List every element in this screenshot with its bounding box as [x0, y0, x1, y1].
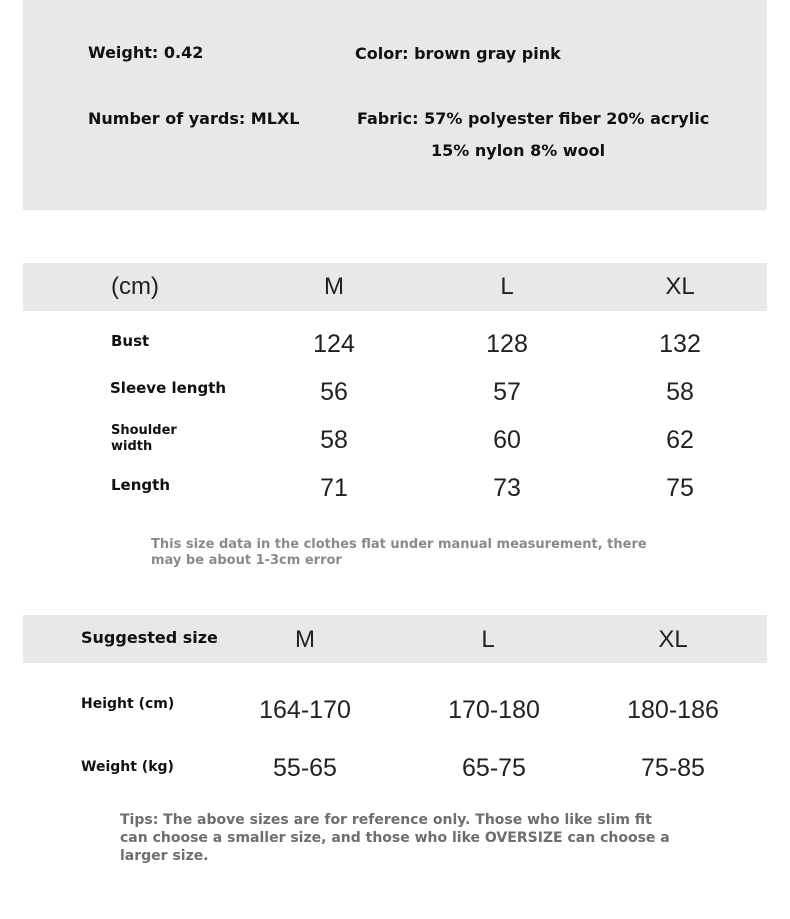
row-label-weight: Weight (kg) [81, 759, 174, 775]
row-label-bust: Bust [111, 332, 150, 350]
fabric-spec-line2: 15% nylon 8% wool [431, 141, 606, 160]
fabric-spec-line1: Fabric: 57% polyester fiber 20% acrylic [357, 109, 710, 128]
length-l: 73 [493, 474, 521, 502]
row-label-sleeve-length: Sleeve length [110, 379, 227, 397]
row-label-shoulder-width [111, 423, 177, 455]
bust-l: 128 [486, 330, 528, 358]
row-label-shoulder: Shoulder [111, 423, 177, 438]
weight-m: 55-65 [273, 754, 337, 782]
height-xl: 180-186 [627, 696, 719, 724]
shoulder-l: 60 [493, 426, 521, 454]
height-m: 164-170 [259, 696, 351, 724]
bust-m: 124 [313, 330, 355, 358]
size-table-header-l: L [500, 273, 514, 300]
sleeve-m: 56 [320, 378, 348, 406]
row-label-width: width [111, 439, 153, 454]
product-info-panel [23, 0, 767, 210]
suggested-size-header: Suggested size [81, 628, 218, 647]
weight-xl: 75-85 [641, 754, 705, 782]
size-tips: Tips: The above sizes are for reference only. Those who like slim fit can choose a smaller size, and those who like OVERSIZE can choose a larger size. [120, 812, 670, 864]
length-m: 71 [320, 474, 348, 502]
height-l: 170-180 [448, 696, 540, 724]
yards-spec: Number of yards: MLXL [88, 109, 300, 128]
weight-spec: Weight: 0.42 [88, 43, 204, 62]
color-spec: Color: brown gray pink [355, 44, 561, 63]
weight-l: 65-75 [462, 754, 526, 782]
length-xl: 75 [666, 474, 694, 502]
size-table-header-m: M [324, 273, 344, 300]
bust-xl: 132 [659, 330, 701, 358]
suggest-header-l: L [481, 626, 495, 653]
suggest-header-m: M [295, 626, 315, 653]
size-table-unit-header: (cm) [111, 273, 159, 300]
row-label-length: Length [111, 476, 170, 494]
shoulder-m: 58 [320, 426, 348, 454]
suggest-header-xl: XL [658, 626, 688, 653]
size-table-header-xl: XL [665, 273, 695, 300]
sleeve-xl: 58 [666, 378, 694, 406]
shoulder-xl: 62 [666, 426, 694, 454]
sleeve-l: 57 [493, 378, 521, 406]
measurement-note: This size data in the clothes flat under manual measurement, there may be about 1-3cm error [151, 537, 647, 568]
row-label-height: Height (cm) [81, 696, 175, 712]
